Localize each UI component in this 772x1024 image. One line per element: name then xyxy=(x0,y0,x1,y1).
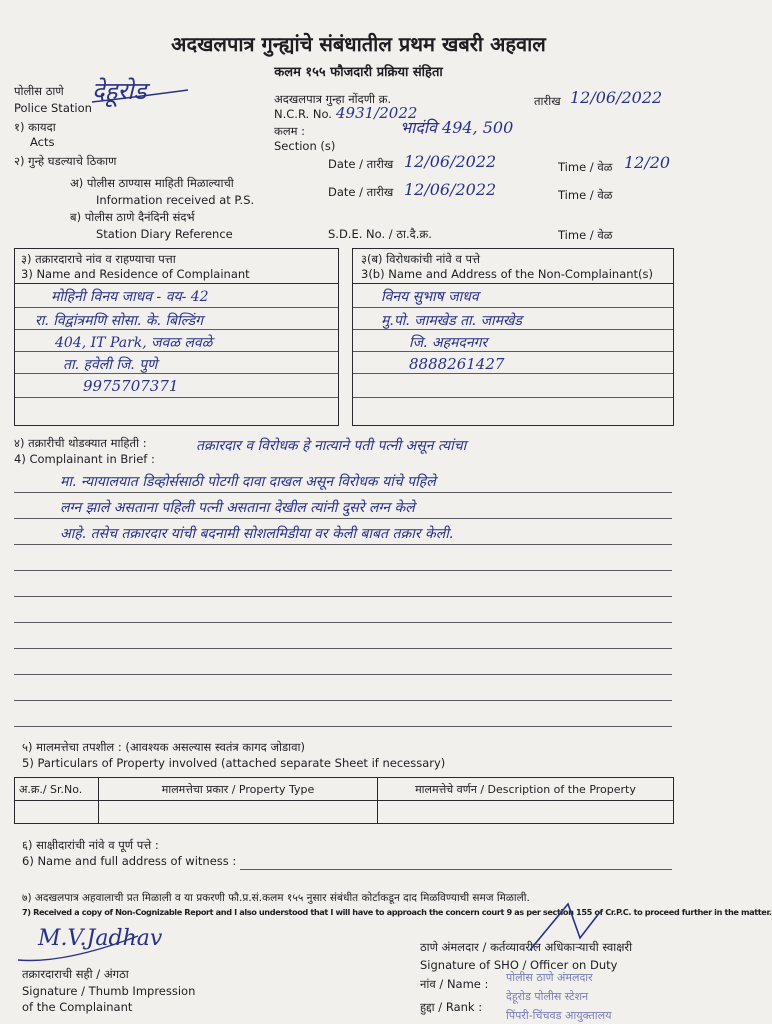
brief-heading-mr: ४) तक्रारीची थोडक्यात माहिती : xyxy=(14,436,147,450)
property-col-desc: मालमत्तेचे वर्णन / Description of the Property xyxy=(378,778,674,801)
info-received-label-en: Information received at P.S. xyxy=(96,193,255,207)
property-cell xyxy=(15,801,99,824)
brief-first-line: तक्रारदार व विरोधक हे नात्याने पती पत्नी असून त्यांचा xyxy=(196,438,467,454)
non-complainant-line-2: मु.पो. जामखेड ता. जामखेड xyxy=(381,313,522,329)
complainant-line-1: मोहिनी विनय जाधव - वय- 42 xyxy=(51,289,209,305)
time1-label: Time / वेळ xyxy=(558,160,613,174)
brief-rule-2 xyxy=(14,518,672,519)
witness-heading-mr: ६) साक्षीदारांची नांवे व पूर्ण पत्ते : xyxy=(22,838,159,852)
complainant-line-3: 404, IT Park, जवळ लवळे xyxy=(55,335,213,351)
brief-heading-en: 4) Complainant in Brief : xyxy=(14,452,155,466)
diary-label-en: Station Diary Reference xyxy=(96,227,233,241)
signature-flourish xyxy=(14,924,144,970)
ncr-value: 4931/2022 xyxy=(336,104,418,122)
police-station-scribble xyxy=(88,72,198,112)
date1-label: Date / तारीख xyxy=(328,157,394,171)
complainant-heading-mr: ३) तक्रारदाराचे नांव व राहण्याचा पत्ता xyxy=(21,252,176,266)
non-complainant-line-1: विनय सुभाष जाधव xyxy=(381,289,479,305)
date1-value: 12/06/2022 xyxy=(404,152,497,171)
officer-signature xyxy=(520,898,610,958)
witness-heading-en: 6) Name and full address of witness : xyxy=(22,854,237,868)
ncr-label-en: N.C.R. No. xyxy=(274,107,332,121)
diary-label-mr: ब) पोलीस ठाणे दैनंदिनी संदर्भ xyxy=(70,210,195,224)
time1-value: 12/20 xyxy=(624,153,671,172)
brief-rule-1 xyxy=(14,492,672,493)
name-label: नांव / Name : xyxy=(420,977,489,991)
section-value: भादंवि 494, 500 xyxy=(400,118,514,137)
date-top-value: 12/06/2022 xyxy=(570,88,663,107)
acts-label-mr: १) कायदा xyxy=(14,120,56,134)
brief-rule-6 xyxy=(14,622,672,623)
date-top-label: तारीख xyxy=(534,94,561,108)
brief-rule-3 xyxy=(14,544,672,545)
complainant-sign-label-mr: तक्रारदाराची सही / अंगठा xyxy=(22,967,129,981)
police-station-value: देहूरोड xyxy=(92,77,147,105)
brief-rule-9 xyxy=(14,700,672,701)
non-complainant-heading-en: 3(b) Name and Address of the Non-Complainant(s) xyxy=(361,267,654,281)
stamp-line-3: पिंपरी-चिंचवड आयुक्तालय xyxy=(506,1009,612,1022)
witness-rule xyxy=(240,869,672,870)
time3-label: Time / वेळ xyxy=(558,228,613,242)
officer-sign-label-en: Signature of SHO / Officer on Duty xyxy=(420,958,618,972)
ncr-label-mr: अदखलपात्र गुन्हा नोंदणी क्र. xyxy=(274,92,392,106)
sde-label: S.D.E. No. / ठा.दै.क्र. xyxy=(328,227,432,241)
brief-line-2: लग्न झाले असताना पहिली पत्नी असताना देखील त्यांनी दुसरे लग्न केले xyxy=(60,500,415,516)
date2-value: 12/06/2022 xyxy=(404,180,497,199)
property-cell xyxy=(378,801,674,824)
property-col-type: मालमत्तेचा प्रकार / Property Type xyxy=(99,778,378,801)
rank-label: हुद्दा / Rank : xyxy=(420,1000,483,1014)
police-station-label-mr: पोलीस ठाणे xyxy=(14,84,64,98)
non-complainant-line-4: 8888261427 xyxy=(409,355,505,373)
date2-label: Date / तारीख xyxy=(328,185,394,199)
acts-label-en: Acts xyxy=(30,135,55,149)
receipt-en: 7) Received a copy of Non-Cognizable Report and I also understood that I will have to approach the concern court 9 as per section 155 of Cr.P.C. to proceed further in the matter. xyxy=(22,907,772,917)
property-heading-en: 5) Particulars of Property involved (attached separate Sheet if necessary) xyxy=(22,756,446,770)
complainant-heading-en: 3) Name and Residence of Complainant xyxy=(21,267,250,281)
property-cell xyxy=(99,801,378,824)
complainant-sign-label-en2: of the Complainant xyxy=(22,1000,133,1014)
non-complainant-line-3: जि. अहमदनगर xyxy=(409,335,488,351)
brief-rule-5 xyxy=(14,596,672,597)
non-complainant-box xyxy=(352,248,674,426)
brief-rule-4 xyxy=(14,570,672,571)
property-col-sr: अ.क्र./ Sr.No. xyxy=(15,778,99,801)
property-table xyxy=(14,777,674,824)
complainant-sign-label-en1: Signature / Thumb Impression xyxy=(22,984,196,998)
place-label-mr: २) गुन्हे घडल्याचे ठिकाण xyxy=(14,154,117,168)
complainant-line-5: 9975707371 xyxy=(83,377,179,395)
receipt-mr: ७) अदखलपात्र अहवालाची प्रत मिळाली व या प्रकरणी फौ.प्र.सं.कलम १५५ नुसार संबंधीत कोर्टाकडून दाद मिळविण्याची समज मिळाली. xyxy=(22,892,530,904)
form-subtitle: कलम १५५ फौजदारी प्रक्रिया संहिता xyxy=(274,65,443,80)
brief-rule-8 xyxy=(14,674,672,675)
brief-rule-10 xyxy=(14,726,672,727)
complainant-line-4: ता. हवेली जि. पुणे xyxy=(63,357,158,373)
police-station-label-en: Police Station xyxy=(14,101,92,115)
non-complainant-heading-mr: ३(ब) विरोधकांची नांवे व पत्ते xyxy=(361,252,480,266)
stamp-line-2: देहूरोड पोलीस स्टेशन xyxy=(506,990,589,1003)
time2-label: Time / वेळ xyxy=(558,188,613,202)
property-heading-mr: ५) मालमत्तेचा तपशील : (आवश्यक असल्यास स्वतंत्र कागद जोडावा) xyxy=(22,740,305,754)
complainant-line-2: रा. विद्वांत्रमणि सोसा. के. बिल्डिंग xyxy=(35,313,203,329)
form-title: अदखलपात्र गुन्ह्यांचे संबंधातील प्रथम खबरी अहवाल xyxy=(171,32,546,56)
brief-line-3: आहे. तसेच तक्रारदार यांची बदनामी सोशलमिडीया वर केली बाबत तक्रार केली. xyxy=(60,526,454,542)
complainant-signature: M.V.Jadhav xyxy=(38,926,163,951)
section-label-mr: कलम : xyxy=(274,124,306,138)
brief-rule-7 xyxy=(14,648,672,649)
stamp-line-1: पोलीस ठाणे अंमलदार xyxy=(506,971,593,984)
complainant-box xyxy=(14,248,339,426)
section-label-en: Section (s) xyxy=(274,139,336,153)
info-received-label-mr: अ) पोलीस ठाण्यास माहिती मिळाल्याची xyxy=(70,176,234,190)
brief-line-1: मा. न्यायालयात डिव्होर्ससाठी पोटगी दावा दाखल असून विरोधक यांचे पहिले xyxy=(60,474,436,490)
officer-sign-label-mr: ठाणे अंमलदार / कर्तव्यावरील अधिकाऱ्याची स्वाक्षरी xyxy=(420,940,633,954)
